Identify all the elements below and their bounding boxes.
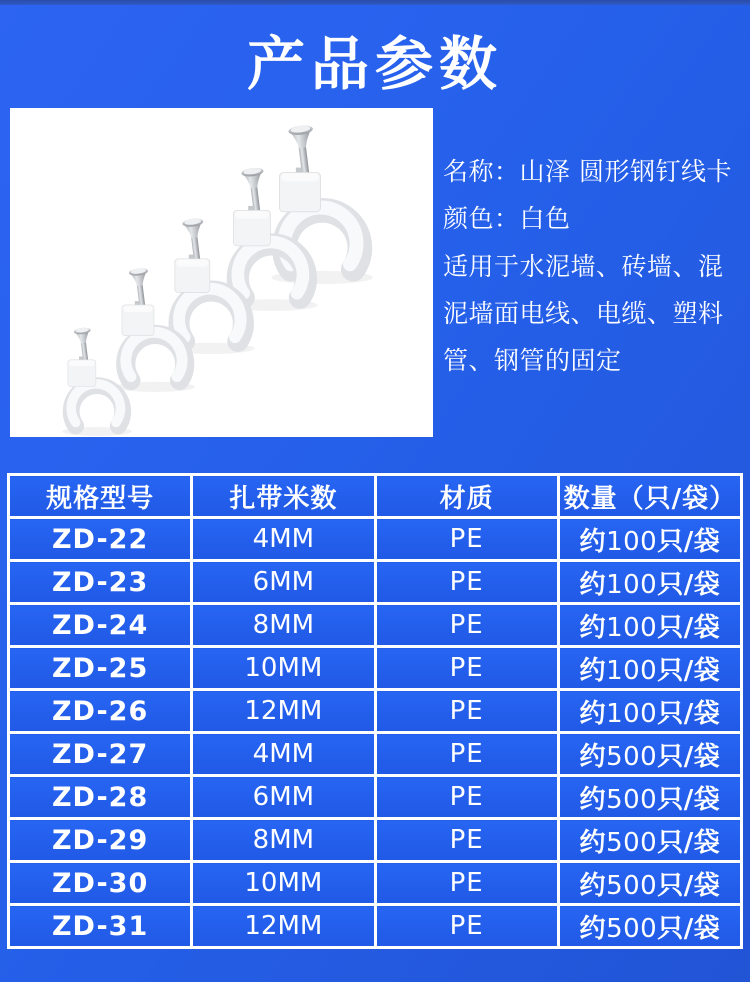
spec-model-cell: ZD-28 <box>9 776 192 819</box>
spec-model-cell: ZD-30 <box>9 862 192 905</box>
spec-table-row <box>9 604 742 647</box>
spec-qty-cell: 约100只/袋 <box>558 604 741 647</box>
spec-qty-cell: 约100只/袋 <box>558 690 741 733</box>
spec-material-cell: PE <box>375 647 558 690</box>
product-info <box>443 148 743 384</box>
product-color-line: 颜色：白色 <box>443 204 571 233</box>
header-quantity: 数量（只/袋） <box>558 475 741 518</box>
product-name-line: 名称：山泽 圆形钢钉线卡 <box>443 157 732 186</box>
spec-qty-cell: 约100只/袋 <box>558 561 741 604</box>
spec-mm-cell: 8MM <box>192 604 375 647</box>
spec-qty-cell: 约500只/袋 <box>558 819 741 862</box>
spec-table-row <box>9 905 742 948</box>
spec-model-cell: ZD-29 <box>9 819 192 862</box>
spec-qty-cell: 约100只/袋 <box>558 518 741 561</box>
spec-material-cell: PE <box>375 905 558 948</box>
page-title: 产品参数 <box>246 30 503 98</box>
spec-material-cell: PE <box>375 690 558 733</box>
spec-material-cell: PE <box>375 518 558 561</box>
spec-qty-cell: 约500只/袋 <box>558 862 741 905</box>
spec-mm-cell: 12MM <box>192 905 375 948</box>
spec-qty-cell: 约100只/袋 <box>558 647 741 690</box>
spec-table-row <box>9 819 742 862</box>
spec-model-cell: ZD-31 <box>9 905 192 948</box>
header-tie-meters: 扎带米数 <box>192 475 375 518</box>
header-material: 材质 <box>375 475 558 518</box>
spec-mm-cell: 4MM <box>192 518 375 561</box>
product-image-card <box>10 108 433 437</box>
spec-model-cell: ZD-25 <box>9 647 192 690</box>
spec-model-cell: ZD-26 <box>9 690 192 733</box>
spec-table-row <box>9 690 742 733</box>
spec-material-cell: PE <box>375 862 558 905</box>
spec-model-cell: ZD-24 <box>9 604 192 647</box>
spec-material-cell: PE <box>375 819 558 862</box>
product-usage-line: 适用于水泥墙、砖墙、混泥墙面电线、电缆、塑料管、钢管的固定 <box>443 252 724 375</box>
spec-mm-cell: 10MM <box>192 862 375 905</box>
cable-clips-image <box>10 108 433 437</box>
spec-qty-cell: 约500只/袋 <box>558 776 741 819</box>
spec-mm-cell: 4MM <box>192 733 375 776</box>
spec-table-row <box>9 862 742 905</box>
spec-table-header-row <box>9 475 742 518</box>
spec-mm-cell: 10MM <box>192 647 375 690</box>
spec-mm-cell: 6MM <box>192 776 375 819</box>
spec-table-row <box>9 647 742 690</box>
spec-qty-cell: 约500只/袋 <box>558 733 741 776</box>
spec-model-cell: ZD-22 <box>9 518 192 561</box>
spec-table-row <box>9 518 742 561</box>
spec-material-cell: PE <box>375 776 558 819</box>
spec-qty-cell: 约500只/袋 <box>558 905 741 948</box>
spec-material-cell: PE <box>375 733 558 776</box>
spec-mm-cell: 6MM <box>192 561 375 604</box>
spec-model-cell: ZD-27 <box>9 733 192 776</box>
spec-table-row <box>9 776 742 819</box>
spec-mm-cell: 8MM <box>192 819 375 862</box>
spec-material-cell: PE <box>375 561 558 604</box>
spec-model-cell: ZD-23 <box>9 561 192 604</box>
spec-material-cell: PE <box>375 604 558 647</box>
header-model: 规格型号 <box>9 475 192 518</box>
top-accent-strip <box>0 0 750 5</box>
spec-table-row <box>9 733 742 776</box>
spec-table-row <box>9 561 742 604</box>
spec-mm-cell: 12MM <box>192 690 375 733</box>
spec-table <box>7 473 743 949</box>
